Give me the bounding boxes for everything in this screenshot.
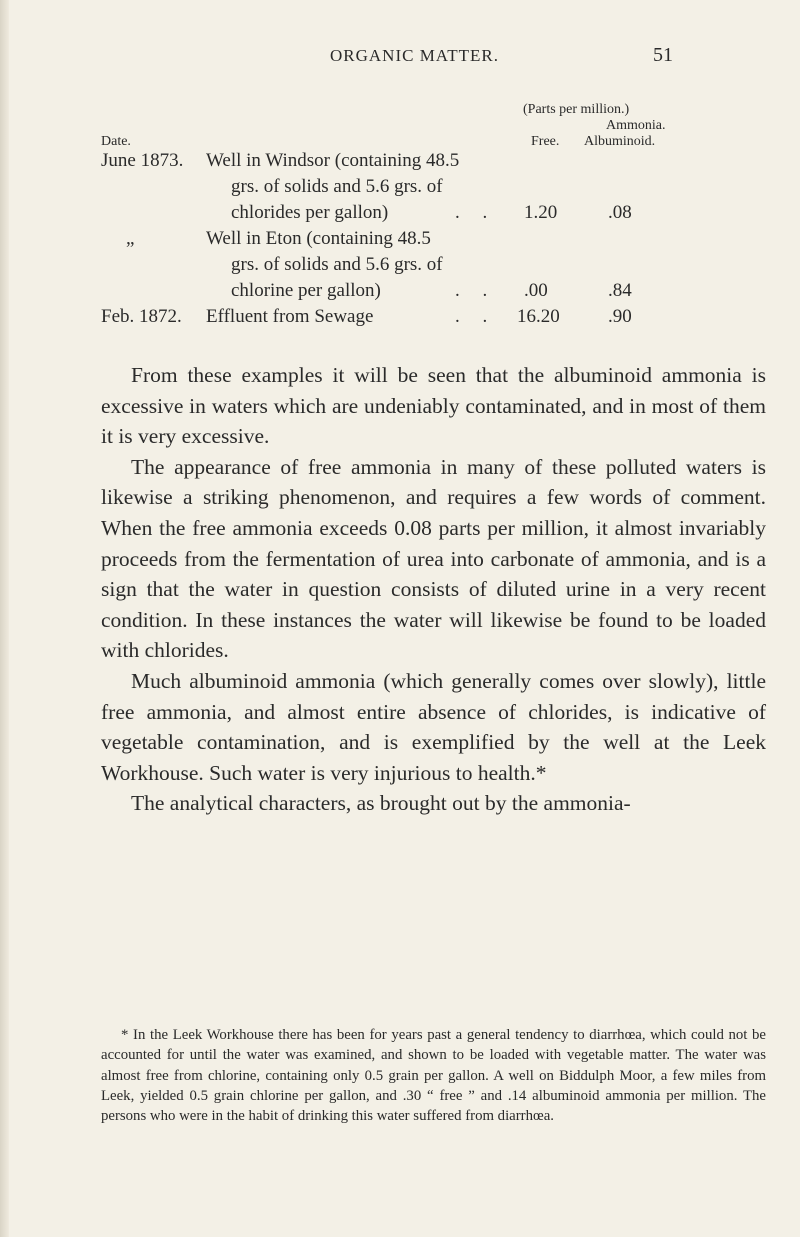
row-description: grs. of solids and 5.6 grs. of	[231, 176, 443, 197]
page-number: 51	[653, 44, 673, 66]
row-description: Well in Windsor (containing 48.5	[206, 150, 460, 171]
leader-dots: . .	[455, 280, 497, 301]
footnote	[101, 1025, 766, 1126]
table-row	[0, 202, 800, 228]
row-free-value: 16.20	[517, 306, 560, 327]
row-description: Effluent from Sewage	[206, 306, 374, 327]
table-row	[0, 150, 800, 176]
row-date-ditto: „	[126, 228, 135, 249]
paragraph: From these examples it will be seen that the albuminoid ammonia is excessive in waters which are undeniably contaminated, and in most of them it is very excessive.	[101, 363, 766, 449]
table-subgroup-header: Ammonia.	[606, 118, 666, 133]
row-date: Feb. 1872.	[101, 306, 182, 327]
row-description: chlorine per gallon)	[231, 280, 381, 301]
row-albuminoid-value: .90	[608, 306, 632, 327]
column-header-date: Date.	[101, 134, 131, 149]
paragraph: The analytical characters, as brought out by the ammonia-	[131, 791, 631, 816]
running-head	[0, 44, 800, 74]
table-row	[0, 176, 800, 202]
row-albuminoid-value: .08	[608, 202, 632, 223]
row-free-value: .00	[524, 280, 548, 301]
running-title: ORGANIC MATTER.	[330, 46, 499, 65]
column-header-albuminoid: Albuminoid.	[584, 134, 656, 149]
table-group-header: (Parts per million.)	[523, 102, 630, 117]
footnote-text: * In the Leek Workhouse there has been for years past a general tendency to diarrhœa, which could not be accounted for until the water was examined, and shown to be loaded with vegetable matter. The water was almost free from chlorine, containing only 0.5 grain per gallon. A well on Biddulph Moor, a few miles from Leek, yielded 0.5 grain chlorine per gallon, and .30 “ free ” and .14 albuminoid ammonia per million. The persons who were in the habit of drinking this water suffered from diarrhœa.	[101, 1027, 766, 1125]
table-row	[0, 228, 800, 254]
row-date: June 1873.	[101, 150, 184, 171]
row-description: chlorides per gallon)	[231, 202, 389, 223]
table-row	[0, 254, 800, 280]
row-description: Well in Eton (containing 48.5	[206, 228, 431, 249]
table-row	[0, 280, 800, 306]
column-header-free: Free.	[531, 134, 560, 149]
leader-dots: . .	[455, 306, 497, 327]
paragraph: The appearance of free ammonia in many of these polluted waters is likewise a striking phenomenon, and requires a few words of comment. When the free ammonia exceeds 0.08 parts per million, it almost invariably proceeds from the fermentation of urea into carbonate of ammonia, and is a sign that the water in question consists of diluted urine in a very recent condition. In these instances the water will likewise be found to be loaded with chlorides.	[101, 454, 766, 663]
paragraph: Much albuminoid ammonia (which generally comes over slowly), little free ammonia, and almost entire absence of chlorides, is indicative of vegetable contamination, and is exemplified by the well at the Leek Workhouse. Such water is very injurious to health.*	[101, 668, 766, 785]
row-description: grs. of solids and 5.6 grs. of	[231, 254, 443, 275]
body-text	[101, 360, 766, 819]
table-row	[0, 306, 800, 332]
row-albuminoid-value: .84	[608, 280, 632, 301]
leader-dots: . .	[455, 202, 497, 223]
row-free-value: 1.20	[524, 202, 558, 223]
